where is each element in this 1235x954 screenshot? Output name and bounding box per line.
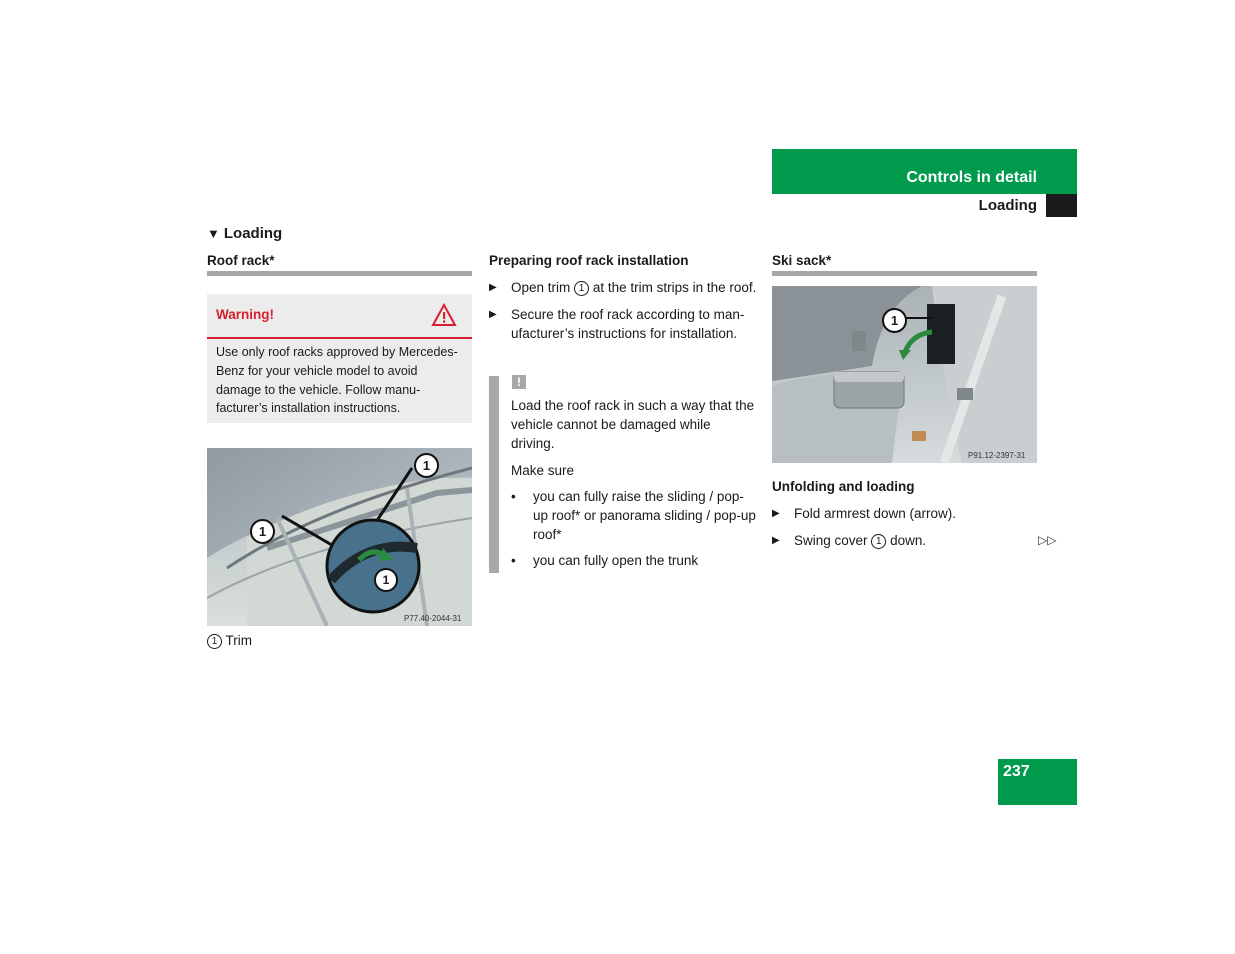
page-number: 237 xyxy=(1003,763,1030,780)
step-item xyxy=(489,305,757,343)
step-text-pre: Swing cover xyxy=(794,533,868,548)
legend-number: 1 xyxy=(207,634,222,649)
unfold-heading: Unfolding and loading xyxy=(772,479,915,494)
callout-1: 1 xyxy=(250,519,275,544)
triangle-down-icon: ▼ xyxy=(207,226,220,241)
step-text: Fold armrest down (arrow). xyxy=(794,506,957,521)
warning-triangle-icon xyxy=(431,303,457,332)
warning-text: Use only roof racks approved by Mercedes-Benz for your vehicle model to avoid damage to the vehicle. Follow manu-facturer’s installation instructions. xyxy=(216,345,458,416)
bullet-arrow-icon: ▶ xyxy=(772,535,780,546)
step-text xyxy=(794,531,926,550)
note-make-sure: Make sure xyxy=(511,463,575,478)
note-bullet-text: you can fully open the trunk xyxy=(533,553,699,568)
step-number: 1 xyxy=(871,534,886,549)
ski-sack-figure xyxy=(772,286,1037,463)
step-text-post: at the trim strips in the roof. xyxy=(592,280,757,295)
section-marker xyxy=(1046,194,1077,217)
note-text xyxy=(511,396,756,570)
heading-rule xyxy=(772,271,1037,276)
step-text: Secure the roof rack according to man-ufacturer’s instructions for installation. xyxy=(511,307,745,341)
bullet-arrow-icon: ▶ xyxy=(489,309,497,320)
section-header: Loading xyxy=(978,197,1037,214)
roof-rack-heading: Roof rack* xyxy=(207,253,275,268)
figure-code: P77.40-2044-31 xyxy=(404,614,462,623)
note-paragraph: Load the roof rack in such a way that the vehicle cannot be damaged while driving. xyxy=(511,398,755,451)
warning-rule xyxy=(207,337,472,339)
step-item xyxy=(489,278,757,297)
note-bullet xyxy=(511,487,756,544)
callout-1: 1 xyxy=(414,453,439,478)
callout-1: 1 xyxy=(882,308,907,333)
chapter-title: Controls in detail xyxy=(906,169,1037,186)
prep-heading: Preparing roof rack installation xyxy=(489,253,689,268)
bullet-arrow-icon: ▶ xyxy=(772,508,780,519)
roof-trim-figure xyxy=(207,448,472,626)
step-item xyxy=(772,504,1037,523)
callout-1: 1 xyxy=(374,568,398,592)
section-title-text: Loading xyxy=(223,225,283,242)
note-bar xyxy=(489,376,499,573)
figure-legend xyxy=(207,631,252,650)
figure-code: P91.12-2397-31 xyxy=(968,451,1026,460)
step-number: 1 xyxy=(574,281,589,296)
ski-sack-heading: Ski sack* xyxy=(772,253,832,268)
bullet-arrow-icon: ▶ xyxy=(489,282,497,293)
step-text-pre: Open trim xyxy=(511,280,571,295)
note-bullet xyxy=(511,551,756,570)
note-icon: ! xyxy=(512,375,526,389)
section-title xyxy=(207,225,282,242)
note-bullet-text: you can fully raise the sliding / pop-up roof* or panorama sliding / pop-up roof* xyxy=(533,489,756,542)
continue-arrows-icon: ▷▷ xyxy=(1038,533,1057,547)
unfold-steps xyxy=(772,504,1037,550)
step-item xyxy=(772,531,1037,550)
step-text xyxy=(511,278,756,297)
legend-text: Trim xyxy=(225,633,253,648)
bullet-dot-icon: • xyxy=(511,489,516,504)
warning-title: Warning! xyxy=(216,307,274,322)
heading-rule xyxy=(207,271,472,276)
prep-steps xyxy=(489,278,757,343)
bullet-dot-icon: • xyxy=(511,553,516,568)
step-text-post: down. xyxy=(890,533,927,548)
